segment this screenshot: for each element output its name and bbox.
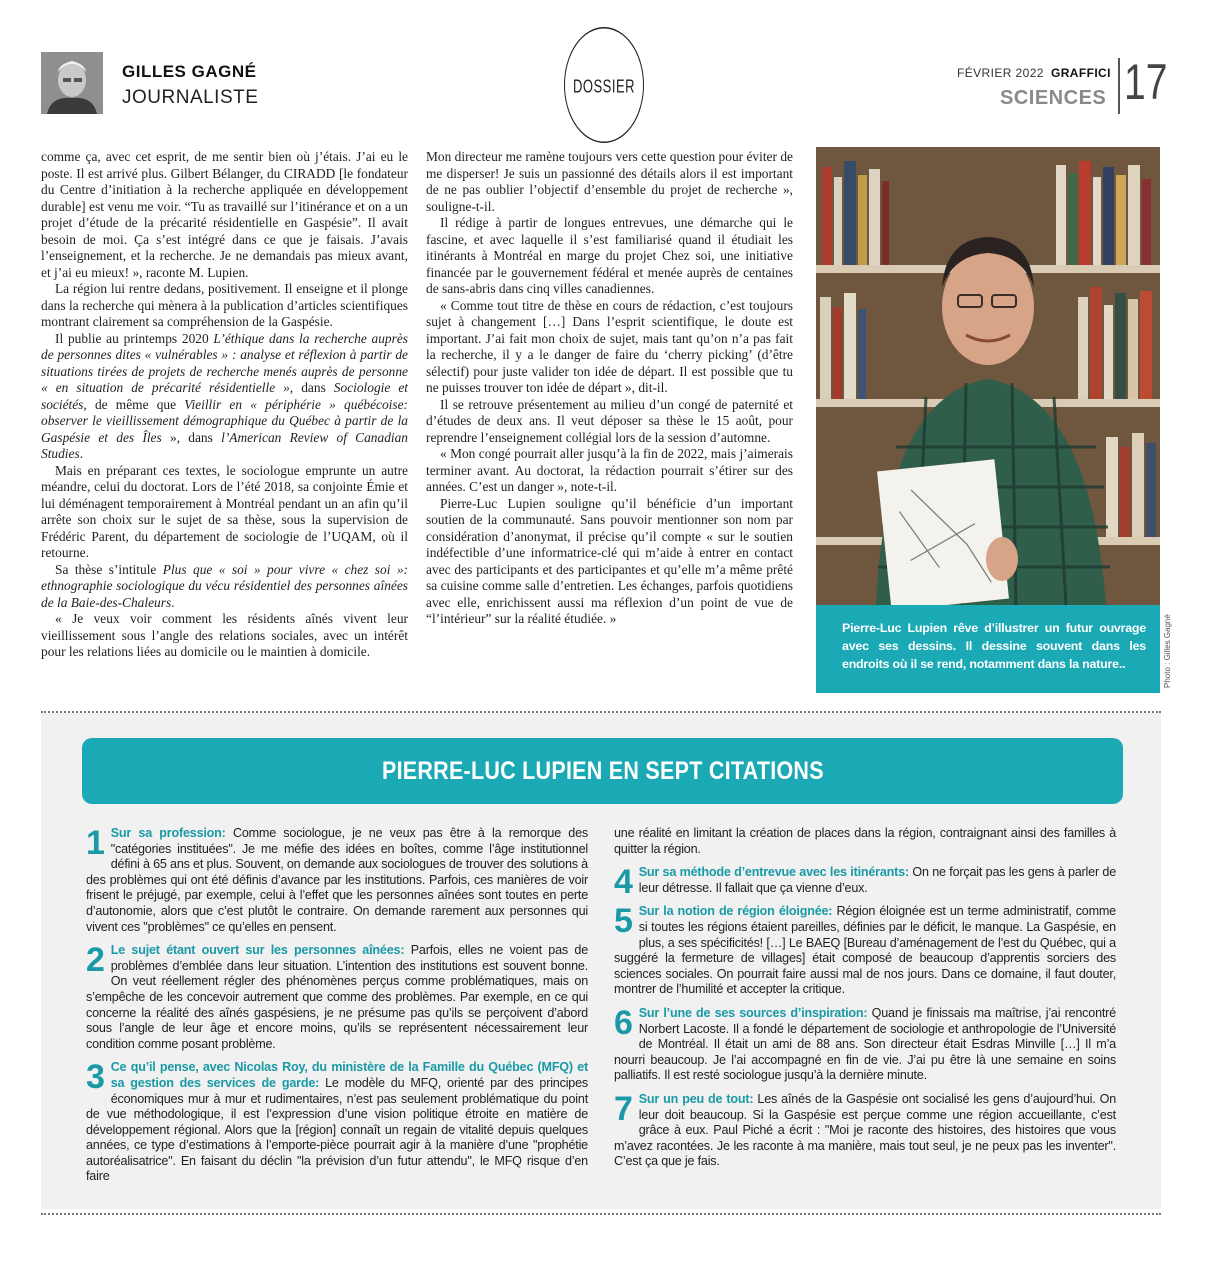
paragraph: Il publie au printemps 2020 L’éthique dans la recherche auprès de personnes dites « vulnérables » : analyse et réflexion à partir de situations tirées de projets de recherche menés auprès de personne « en situation de précarité résidentielle », dans Sociologie et sociétés, de même que Vieillir en « périphérie » québécoise: observer le vieillissement démographique du Québec à partir de la Gaspésie et des Îles », dans l’American Review of Canadian Studies.	[41, 330, 409, 461]
quote-number: 7	[614, 1089, 633, 1128]
quote-heading: Sur la notion de région éloignée:	[638, 904, 833, 919]
paragraph: Pierre-Luc Lupien souligne qu’il bénéficie d’un important soutien de la communauté. Sans pouvoir mentionner son nom par considération d’anonymat, il précise qu’il compte « sur le soutien indéfectible d’une informatrice-clé qui m’aide à entrer en contact avec des participants et des participantes et qu’elle m’a même prêté sa cuisine comme salle d’entretien. Les échanges, parfois quotidiens avec elle, enrichissent aussi ma réflexion d’un point de vue de “l’intérieur” sur la réalité étudiée. »	[426, 495, 793, 626]
author-name: GILLES GAGNÉ	[122, 62, 257, 81]
paragraph: Il rédige à partir de longues entrevues, une démarche qui le fascine, et avec laquelle il s’est familiarisé quand il étudiait les itinérants à Montréal en marge du projet Chez soi, une initiative financée par le gouvernement fédéral et menée auprès de centaines de sans-abris dans cinq villes canadiennes.	[426, 215, 793, 296]
paragraph: Mais en préparant ces textes, le sociologue emprunte un autre méandre, celui du doctorat. Lors de l’été 2018, sa conjointe Émie et lui déménagent temporairement à Montréal pendant un an afin qu’il arrête son choix sur le sujet de sa thèse, sous la supervision de Frédéric Parent, du département de sociologie de l’UQAM, où il retourne.	[41, 462, 408, 560]
quote-text: Parfois, elles ne voient pas de problèmes d’emblée dans leur situation. L’intention des institutions est souvent bonne. On veut réellement régler des phénomènes perçus comme problématiques, mais on s’empêche de les concevoir autrement que comme des problèmes. Par exemple, en ce qui concerne la réalité des aînés gaspésiens, je ne présume pas qu’ils se perçoivent d’abord sous l’angle de leur âge et encore moins, qu’ils se représentent nécessairement leur condition comme posant problème.	[86, 943, 588, 1051]
quote-heading: Sur sa méthode d’entrevue avec les itinérants:	[638, 865, 909, 880]
quote-text: On ne forçait pas les gens à parler de leur détresse. Il fallait que ça vienne d’eux.	[638, 865, 1116, 895]
article-column-1	[41, 149, 408, 661]
quote-item	[614, 904, 1116, 998]
dossier-label: DOSSIER	[572, 74, 635, 96]
paragraph: Sa thèse s’intitule Plus que « soi » pour vivre « chez soi »: ethnographie sociologique du vécu résidentiel des personnes aînées de la Baie-des-Chaleurs.	[41, 561, 408, 610]
quote-heading: Le sujet étant ouvert sur les personnes aînées:	[110, 943, 405, 958]
quote-number: 6	[614, 1003, 633, 1042]
paragraph: comme ça, avec cet esprit, de me sentir bien où j’étais. J’ai eu le poste. Il est arrivé plus. Gilbert Bélanger, du CIRADD [le fondateur du Centre d’initiation à la recherche appliquée en développement durable] est venu me voir. “Tu as travaillé sur l’itinérance et on a un projet d’étude de la précarité résidentielle en Gaspésie”. Il avait besoin de moi. Ça s’est intégré dans ce que je faisais. J’avais l’enseignement, et la recherche. Je ne demandais pas mieux avant, et j’ai eu mieux! », raconte M. Lupien.	[41, 149, 408, 280]
quote-heading: Sur un peu de tout:	[638, 1091, 754, 1106]
quote-text: Le modèle du MFQ, orienté par des principes économiques mur à mur et rudimentaires, n’est pas seulement problématique du point de vue méthodologique, il est l’expression d’une vision politique étroite en matière de développement régional. Alors que la [région] connaît un regain de vitalité depuis quelques années, ce type d’estimations à l’emporte-pièce pourrait agir à la manière d’une "prophétie autoréalisatrice". En faisant du déclin "la prévision d’un futur attendu", le MFQ risque d’en faire	[86, 1075, 588, 1184]
page-number: 17	[1124, 54, 1168, 110]
quotes-column-2	[614, 826, 1116, 1178]
quote-text: Quand je finissais ma maîtrise, j’ai rencontré Norbert Lacoste. Il a fondé le département de sociologie et anthropologie de l’Université de Montréal. Il était un ami de 88 ans. Son directeur était Esdras Minville […] Il m’a nourri beaucoup. Je l’ai accompagné en fin de vie. J’ai pu être là une semaine en soins palliatifs. Il est resté sociologue jusqu’à la dernière minute.	[614, 1005, 1116, 1083]
section-name: SCIENCES	[1000, 87, 1107, 109]
quote-text: Région éloignée est un terme administratif, comme si toutes les régions étaient pareilles, définies par le déficit, le manque. La Gaspésie, en plus, a ses spécificités! […] Le BAEQ [Bureau d’aménagement de l’est du Québec, qui a suggéré la fermeture de villages] était composé de beaucoup d’apprentis sorciers des sciences sociales. On pourrait faire aussi mal de nos jours. Dans ce domaine, il faut douter, montrer de l’humilité et accepter la critique.	[614, 904, 1116, 997]
quotes-box-title: PIERRE-LUC LUPIEN EN SEPT CITATIONS	[381, 756, 824, 785]
quote-text: Les aînés de la Gaspésie ont socialisé les gens d’aujourd’hui. On leur doit beaucoup. Si la Gaspésie est perçue comme une région accueillante, c’est grâce à eux. Paul Piché a écrit : "Moi je raconte des histoires, des histoires que vous m’avez racontées. Je les raconte à ma manière, mais tout seul, je ne peux pas les inventer". C’est ça que je fais.	[614, 1091, 1117, 1169]
quote-number: 2	[86, 941, 105, 980]
quote-heading: Sur sa profession:	[110, 826, 226, 840]
paragraph: Il se retrouve présentement au milieu d’un congé de paternité et d’études de deux ans. Il veut déposer sa thèse le 15 août, pour reprendre l’enseignement collégial lors de la session d’automne.	[426, 396, 793, 445]
article-column-2	[426, 149, 793, 628]
quote-heading: Ce qu’il pense, avec Nicolas Roy, du ministère de la Famille du Québec (MFQ) et sa gestion des services de garde:	[110, 1060, 588, 1090]
header-divider	[1118, 58, 1120, 114]
photo-caption: Pierre-Luc Lupien rêve d’illustrer un futur ouvrage avec ses dessins. Il dessine souvent dans les endroits où il se rend, notamment dans la nature..	[842, 621, 1146, 671]
issue-date: FÉVRIER 2022	[957, 66, 1044, 80]
article-photo	[816, 147, 1160, 605]
quote-text: Comme sociologue, je ne veux pas être à la remorque des "catégories instituées". Je me méfie des idées en boîtes, comme l’âge institutionnel défini à 65 ans et plus. Souvent, on demande aux sociologues de trouver des solutions à des problèmes qui ont été définis d’avance par les institutions. Parfois, ces manières de voir frisent le préjugé, par exemple, celui à l’effet que les personnes aînées sont toutes en perte d’autonomie, alors que c’est plutôt le contraire. On demande rarement aux personnes qui vivent ces "problèmes" ce qu’elles en pensent.	[86, 826, 588, 934]
quote-continuation	[614, 826, 1116, 857]
paragraph: « Comme tout titre de thèse en cours de rédaction, c’est toujours sujet à changement […] Dans l’esprit scientifique, le doute est important. J’ai fait mon choix de sujet, mais tant qu’on n’a pas fait la recherche, il y a le danger de faire du ‘cherry picking’ (d’être sélectif) pour juste valider ton idée de départ. Il est possible que tu ne puisses trouver ton idée de départ », dit-il.	[426, 297, 793, 395]
author-role: JOURNALISTE	[122, 87, 259, 108]
dossier-badge	[564, 27, 644, 143]
quote-heading: Sur l’une de ses sources d’inspiration:	[638, 1005, 868, 1020]
paragraph: « Je veux voir comment les résidents aînés vivent leur vieillissement sous l’angle des relations sociales, avec un intérêt pour les relations liées au domicile ou le maintien à domicile.	[41, 611, 408, 659]
quote-item	[86, 826, 588, 935]
dotted-divider-bottom	[41, 1213, 1161, 1215]
quote-item	[614, 863, 1116, 902]
quotes-box-title-bar	[82, 738, 1123, 804]
paragraph: Mon directeur me ramène toujours vers cette question pour éviter de me disperser! Je suis un passionné des détails alors il est important de ne pas oublier l’objectif d’ensemble du projet de recherche », souligne-t-il.	[426, 149, 793, 214]
magazine-name: GRAFFICI	[1051, 66, 1111, 80]
quote-item	[86, 943, 588, 1052]
quote-item	[614, 1003, 1116, 1084]
quote-item	[614, 1089, 1117, 1170]
quote-number: 1	[86, 824, 105, 862]
photo-credit: Photo : Gilles Gagné	[1163, 614, 1172, 688]
quotes-column-1	[86, 826, 588, 1193]
paragraph: La région lui rentre dedans, positivement. Il enseigne et il plonge dans la recherche qui mènera à la publication d’articles scientifiques montrant clairement sa compréhension de la Gaspésie.	[41, 281, 408, 329]
photo-caption-box	[816, 605, 1160, 693]
quote-number: 5	[614, 902, 633, 941]
author-photo	[41, 52, 103, 114]
quote-text: une réalité en limitant la création de places dans la région, contraignant ainsi des familles à quitter la région.	[614, 826, 1116, 856]
quote-number: 3	[86, 1058, 105, 1097]
quote-item	[86, 1060, 588, 1185]
quote-number: 4	[614, 863, 633, 902]
paragraph: « Mon congé pourrait aller jusqu’à la fin de 2022, mais j’aimerais terminer avant. Au doctorat, la rédaction pourrait s’étirer sur des années. C’est un danger », note-t-il.	[426, 446, 793, 494]
